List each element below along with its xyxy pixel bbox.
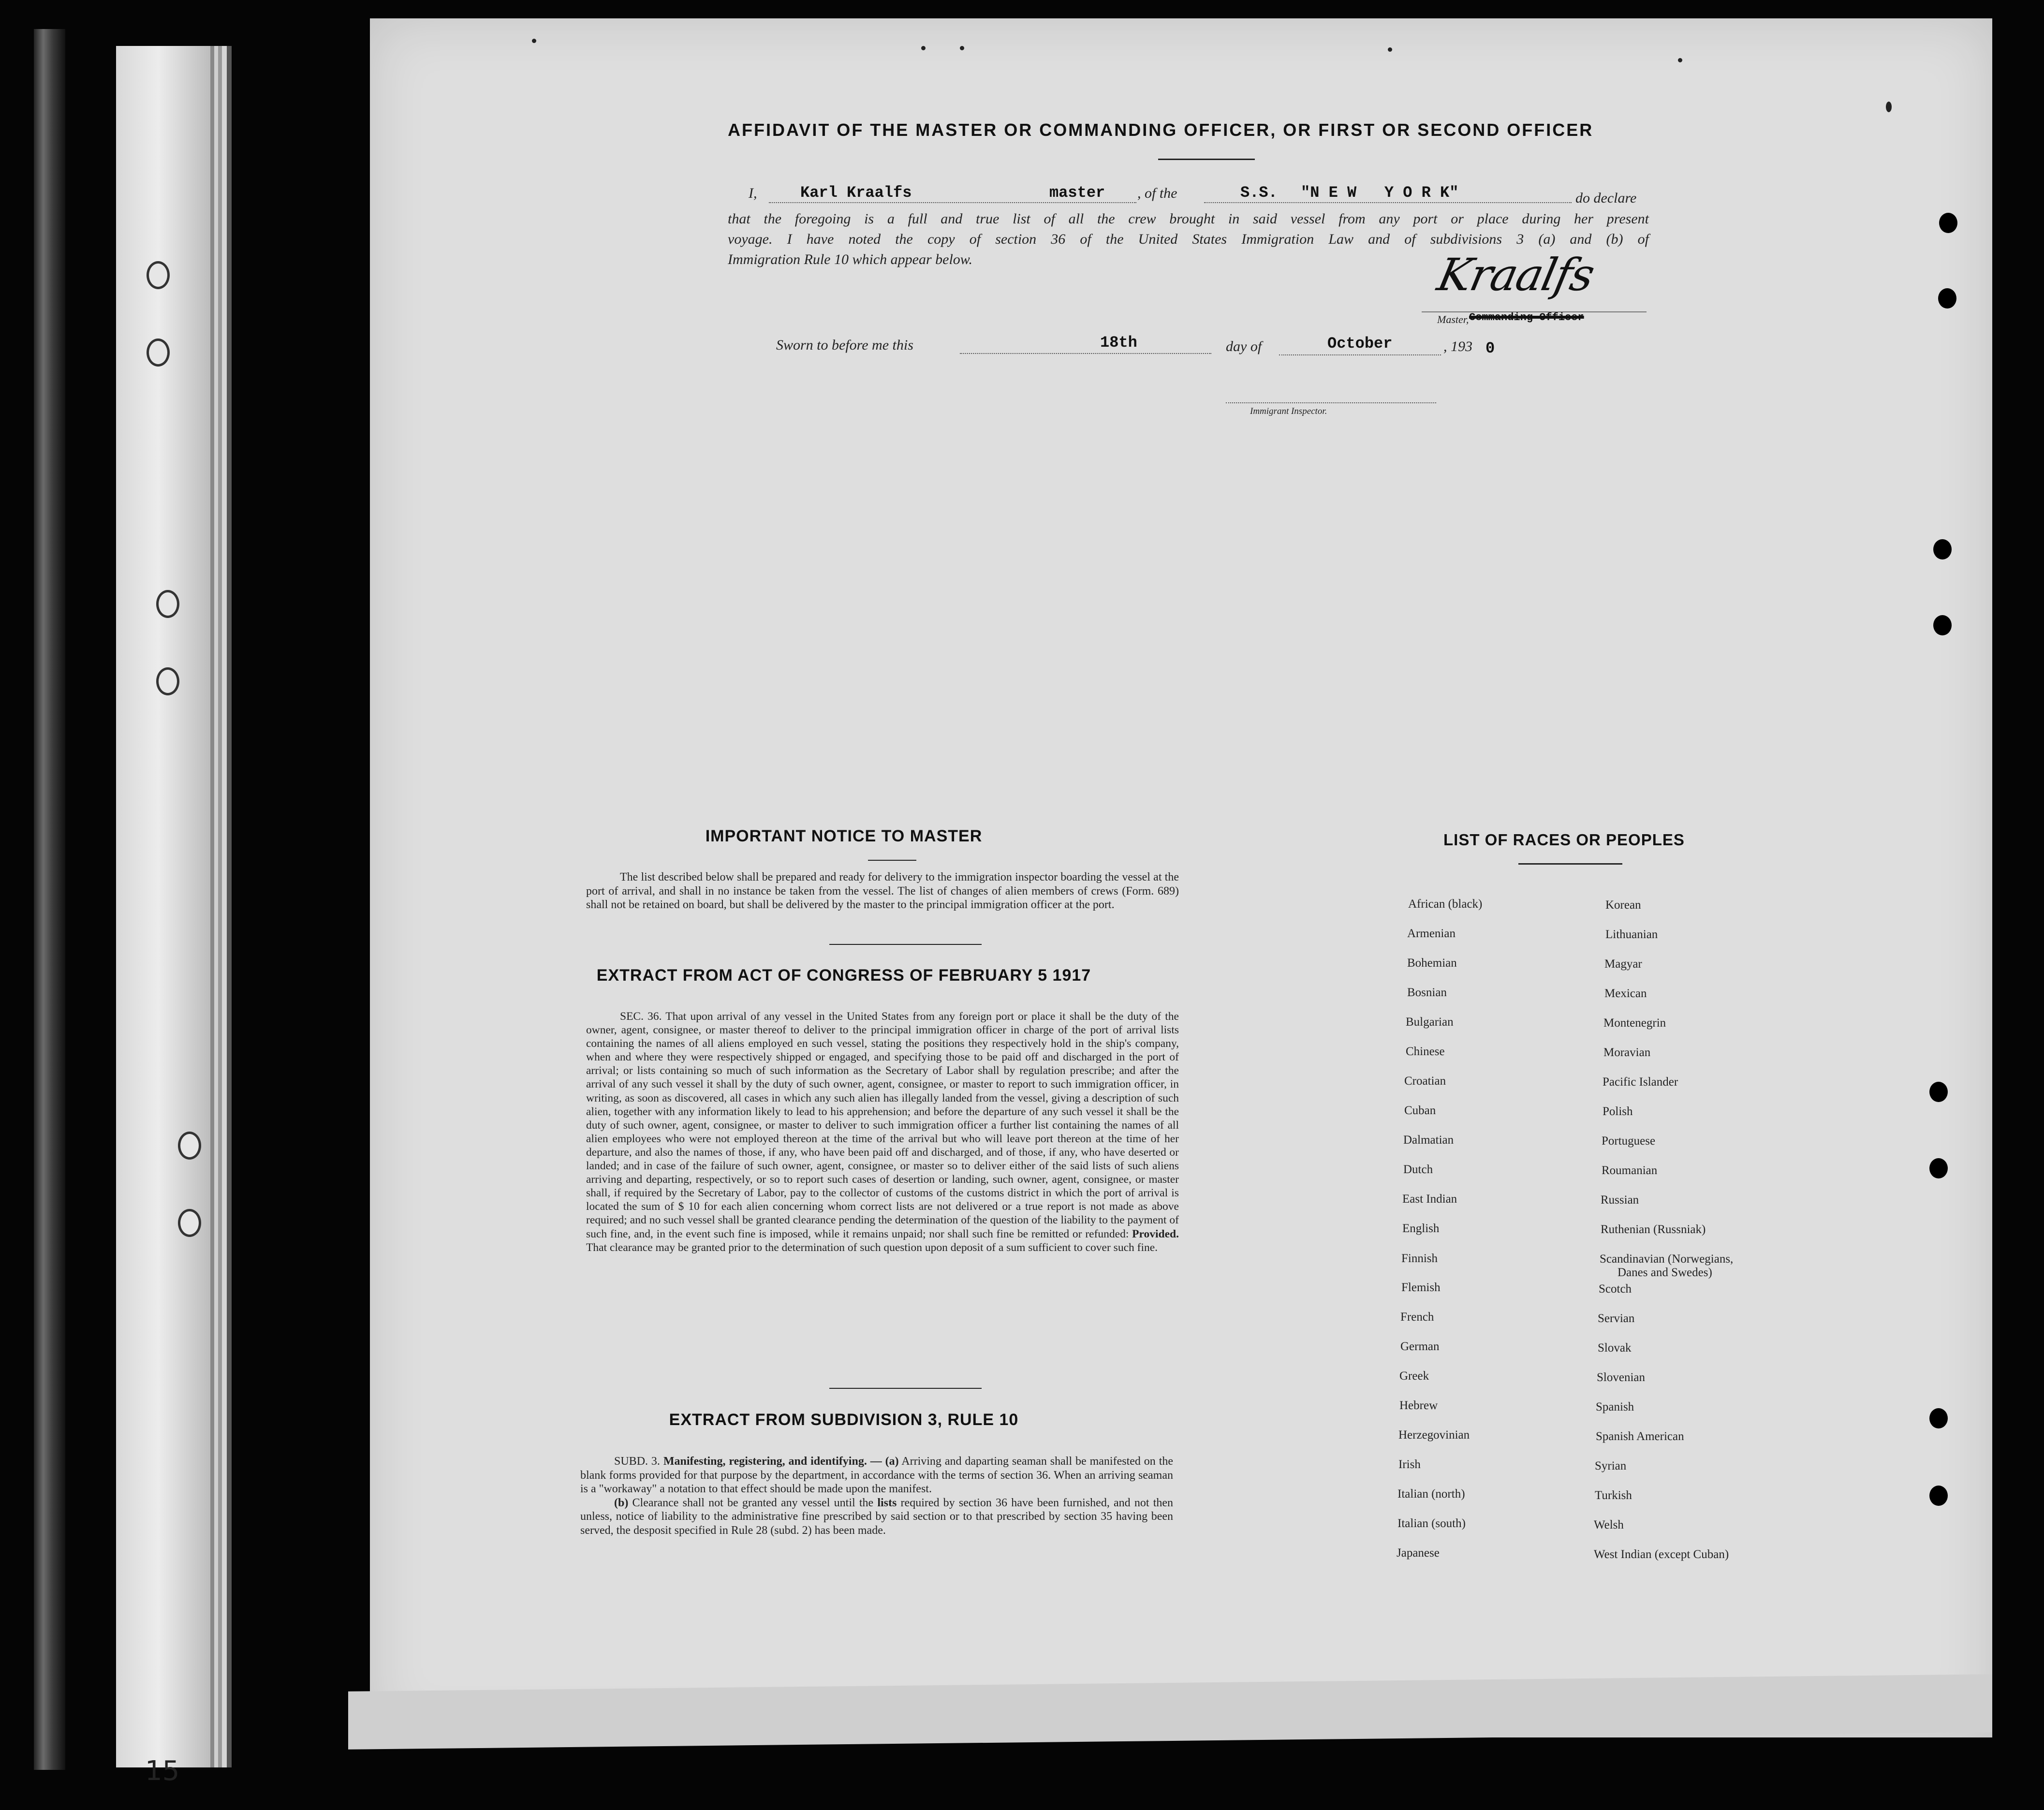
race-item: Portuguese bbox=[1602, 1134, 1656, 1148]
declaration-line-1: that the foregoing is a full and true list of all the crew brought in said vessel from any port or place during her present bbox=[728, 211, 1649, 227]
races-title: LIST OF RACES OR PEOPLES bbox=[1443, 831, 1685, 849]
race-item: Herzegovinian bbox=[1398, 1428, 1470, 1442]
punch-hole bbox=[1929, 1082, 1948, 1102]
master-rank: master bbox=[1049, 184, 1105, 202]
strip-hole bbox=[147, 338, 170, 367]
race-item: Flemish bbox=[1401, 1281, 1441, 1294]
binder-edge bbox=[34, 29, 65, 1770]
punch-hole bbox=[1929, 1486, 1948, 1506]
race-item: English bbox=[1402, 1222, 1440, 1235]
race-item: Bosnian bbox=[1407, 986, 1447, 999]
sworn-month: October bbox=[1327, 335, 1393, 353]
vessel-field-line bbox=[1204, 202, 1572, 203]
sworn-label: Sworn to before me this bbox=[776, 337, 913, 353]
inspector-label: Immigrant Inspector. bbox=[1250, 406, 1327, 416]
race-item: Moravian bbox=[1603, 1046, 1651, 1059]
race-item-continuation: Danes and Swedes) bbox=[1618, 1266, 1712, 1279]
race-item: Finnish bbox=[1401, 1252, 1438, 1265]
race-item: Croatian bbox=[1404, 1074, 1446, 1088]
race-item: Bulgarian bbox=[1406, 1015, 1454, 1029]
race-item: Russian bbox=[1601, 1193, 1639, 1207]
vessel-prefix: S.S. bbox=[1240, 184, 1278, 202]
race-item: Irish bbox=[1398, 1458, 1421, 1471]
race-item: Montenegrin bbox=[1603, 1016, 1666, 1030]
race-item: Welsh bbox=[1594, 1518, 1624, 1531]
strip-mark: 15 bbox=[145, 1755, 180, 1787]
race-item: Spanish bbox=[1596, 1400, 1634, 1413]
race-item: Bohemian bbox=[1407, 957, 1457, 970]
race-item: French bbox=[1400, 1310, 1434, 1324]
act-title: EXTRACT FROM ACT OF CONGRESS OF FEBRUARY 5 1917 bbox=[596, 966, 1091, 985]
paper-speck bbox=[1388, 47, 1392, 52]
strip-hole bbox=[178, 1209, 201, 1237]
declaration-line-3: Immigration Rule 10 which appear below. bbox=[728, 251, 973, 267]
notice-divider bbox=[829, 944, 982, 945]
paper-speck bbox=[960, 46, 964, 50]
race-item: Servian bbox=[1598, 1312, 1635, 1325]
strip-hole bbox=[178, 1132, 201, 1160]
do-declare-label: do declare bbox=[1575, 190, 1637, 206]
strip-hole bbox=[156, 667, 179, 695]
race-item: Spanish American bbox=[1596, 1430, 1684, 1443]
strip-hole bbox=[147, 261, 170, 289]
race-item: Ruthenian (Russniak) bbox=[1601, 1223, 1706, 1236]
race-item: Pacific Islander bbox=[1603, 1075, 1678, 1089]
race-item: West Indian (except Cuban) bbox=[1594, 1548, 1729, 1561]
race-item: Mexican bbox=[1604, 987, 1647, 1000]
binder-strip bbox=[116, 46, 210, 1767]
race-item: Dutch bbox=[1403, 1163, 1433, 1176]
race-item: Syrian bbox=[1595, 1459, 1627, 1472]
notice-text: The list described below shall be prepared and ready for delivery to the immigration inspector boarding the vessel at the port of arrival, and shall in no instance be taken from the vessel. The list of changes of alien members of crews (Form. 689) shall not be retained on board, but shall be delivered by the master to the principal immigration officer at the port. bbox=[586, 871, 1179, 911]
struck-title: Commanding Officer bbox=[1469, 311, 1584, 324]
punch-hole bbox=[1939, 213, 1957, 233]
race-item: Greek bbox=[1399, 1369, 1429, 1383]
races-rule bbox=[1518, 863, 1622, 865]
race-item: African (black) bbox=[1408, 898, 1483, 911]
day-field-line bbox=[960, 353, 1211, 354]
rule-text: SUBD. 3. Manifesting, registering, and identifying. — (a) Arriving and daparting seaman shall be manifested on the blank forms provided for that purpose by the department, in accordance with the terms of section 36. When an arriving seaman is a "workaway" a notation to that effect should be made upon the manifest. (b) Clearance shall not be granted any vessel until the lists required by section 36 have been furnished, and not then unless, notice of liability to the administrative fine prescribed by said section or to that prescribed by section 35 having been served, the desposit specified in Rule 28 (subd. 2) has been made. bbox=[580, 1455, 1174, 1537]
race-item: Chinese bbox=[1406, 1045, 1445, 1058]
i-label: I, bbox=[749, 185, 757, 201]
paper-speck bbox=[532, 39, 536, 43]
inspector-line bbox=[1226, 402, 1436, 403]
affidavit-title: AFFIDAVIT OF THE MASTER OR COMMANDING OFFICER, OR FIRST OR SECOND OFFICER bbox=[728, 120, 1594, 140]
punch-hole bbox=[1938, 288, 1956, 309]
notice-title: IMPORTANT NOTICE TO MASTER bbox=[705, 827, 983, 845]
day-of-label: day of bbox=[1226, 338, 1262, 354]
punch-hole bbox=[1933, 615, 1952, 635]
race-item: German bbox=[1400, 1340, 1440, 1353]
race-item: Cuban bbox=[1404, 1104, 1436, 1117]
punch-hole bbox=[1929, 1158, 1948, 1178]
paper-speck bbox=[1886, 102, 1892, 112]
race-item: Roumanian bbox=[1602, 1164, 1658, 1177]
declaration-line-2: voyage. I have noted the copy of section 36 of the United States Immigration Law and of subdivisions 3 (a) and (b) of bbox=[728, 231, 1649, 247]
race-item: Italian (north) bbox=[1397, 1487, 1465, 1501]
paper-speck bbox=[921, 46, 926, 50]
notice-rule bbox=[868, 860, 916, 861]
race-item: East Indian bbox=[1402, 1192, 1457, 1206]
race-item: Japanese bbox=[1397, 1546, 1440, 1560]
race-item: Magyar bbox=[1604, 957, 1642, 971]
paper-speck bbox=[1678, 58, 1682, 62]
race-item: Scotch bbox=[1599, 1282, 1632, 1295]
race-item: Scandinavian (Norwegians, bbox=[1600, 1252, 1734, 1266]
race-item: Dalmatian bbox=[1403, 1133, 1454, 1147]
race-item: Korean bbox=[1605, 898, 1641, 912]
name-field-line bbox=[769, 202, 1136, 203]
year-digit: 0 bbox=[1485, 339, 1495, 357]
race-item: Hebrew bbox=[1399, 1399, 1438, 1412]
month-field-line bbox=[1279, 354, 1441, 355]
punch-hole bbox=[1933, 539, 1952, 559]
race-item: Lithuanian bbox=[1605, 928, 1658, 941]
race-item: Armenian bbox=[1407, 927, 1456, 940]
race-item: Slovak bbox=[1598, 1341, 1632, 1354]
race-item: Polish bbox=[1603, 1105, 1633, 1118]
master-label: Master, bbox=[1437, 313, 1469, 325]
year-label: , 193 bbox=[1443, 338, 1472, 354]
punch-hole bbox=[1929, 1408, 1948, 1428]
race-item: Italian (south) bbox=[1397, 1517, 1466, 1530]
act-text: SEC. 36. That upon arrival of any vessel in the United States from any foreign port or place it shall be the duty of the owner, agent, consignee, or master thereof to deliver to the principal immigration officer in charge of the port of arrival lists containing the names of all aliens employed en such vessel, stating the positions they respectively hold in the ship's company, when and where they were respectively shipped or engaged, and specifying those to be paid off and discharged in the port of arrival; or lists containing so much of such information as the Secretary of Labor shall by regulation prescribe; and after the arrival of any such vessel it shall by the duty of such owner, agent, consignee, or master to report to such immigration officer, in writing, as soon as discovered, all cases in which any such alien has illegally landed from the vessel, giving a description of such alien, together with any information likely to lead to his apprehension; and before the departure of any such vessel it shall be the duty of such owner, agent, consignee, or master to deliver to such immigration officer a further list containing the names of all alien employees who were not employed thereon at the time of the arrival but who will leave port thereon at the time of her departure, and also the names of those, if any, who have been paid off and discharged, and of those, if any, who have deserted or landed; and in case of the failure of such owner, agent, consignee, or master so to deliver either of the said lists of such aliens arriving and departing, respectively, or so to report such cases of desertion or landing, such owner, agent, consignee, or master shall, if required by the Secretary of Labor, pay to the collector of customs of the customs district in which the port of arrival is located the sum of $ 10 for each alien concerning whom correct lists are not delivered or a true report is not made as above required; and no such vessel shall be granted clearance pending the determination of the question of the liability to the payment of such fine, and, in the event such fine is imposed, while it remains unpaid; nor shall such fine be remitted or refunded: Provided. That clearance may be granted prior to the determination of such question upon deposit of a sum sufficient to cover such fine. bbox=[586, 1010, 1179, 1254]
master-signature: Kraalfs bbox=[1433, 249, 1599, 301]
title-rule bbox=[1158, 159, 1255, 160]
vessel-name: "N E W Y O R K" bbox=[1301, 184, 1459, 202]
race-item: Slovenian bbox=[1597, 1371, 1645, 1384]
rule-title: EXTRACT FROM SUBDIVISION 3, RULE 10 bbox=[669, 1411, 1019, 1429]
sworn-day: 18th bbox=[1100, 334, 1137, 352]
act-divider bbox=[829, 1388, 982, 1389]
strip-hole bbox=[156, 590, 179, 618]
of-the-label: , of the bbox=[1137, 185, 1177, 201]
master-name: Karl Kraalfs bbox=[800, 184, 912, 202]
race-item: Turkish bbox=[1595, 1489, 1632, 1502]
